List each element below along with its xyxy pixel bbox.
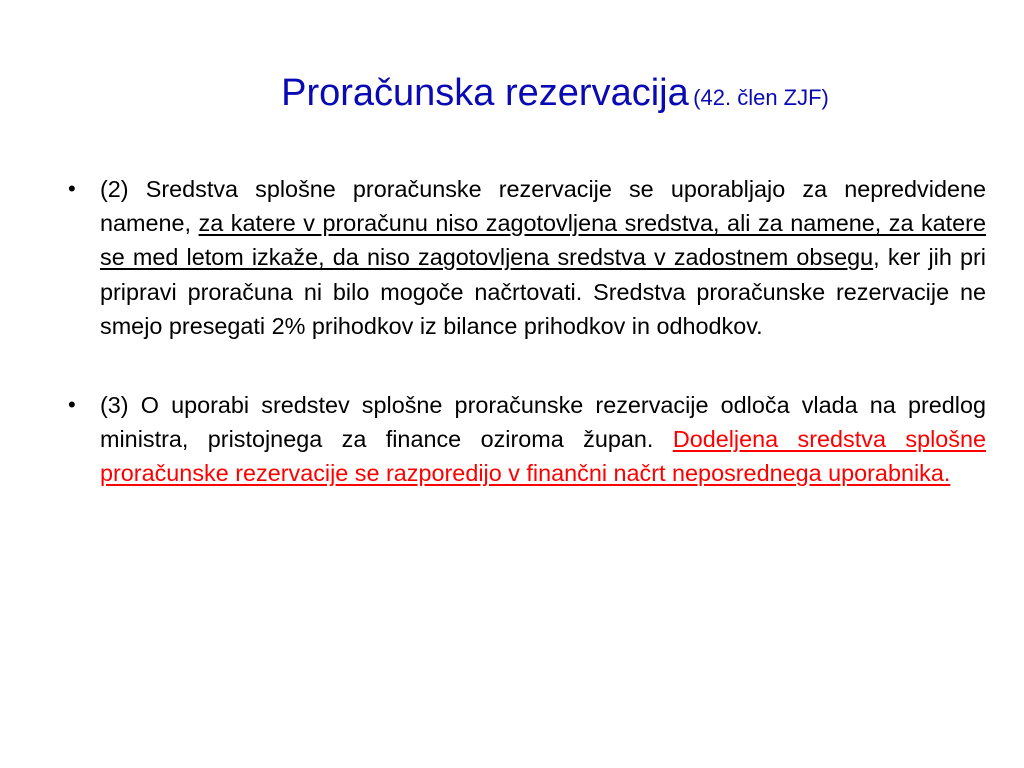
bullet-2-text-end: , ker jih pri pripravi proračuna ni bilo mogoče načrtovati. Sredstva proračunske rezervacije ne smejo presegati 2% prihodkov iz bilance prihodkov in odhodkov. [100, 244, 986, 339]
bullet-3-highlighted-text: Dodeljena sredstva splošne proračunske rezervacije se razporedijo v finančni načrt neposrednega uporabnika. [100, 426, 986, 487]
bullet-3-text-start: (3) O uporabi sredstev splošne proračunske rezervacije odloča vlada na predlog ministra, pristojnega za finance oziroma župan. [100, 392, 986, 453]
title-suffix: (42. člen ZJF) [693, 85, 829, 110]
bullet-item-2 [60, 172, 986, 343]
slide-title [0, 72, 1024, 115]
bullet-2-underlined-text: za katere v proračunu niso zagotovljena sredstva, ali za namene, za katere se med letom izkaže, da niso zagotovljena sredstva v zadostnem obsegu [100, 210, 986, 271]
bullet-marker: • [68, 392, 76, 418]
bullet-item-3 [60, 388, 986, 491]
title-main: Proračunska rezervacija [281, 72, 689, 114]
bullet-marker: • [68, 176, 76, 201]
bullet-2-text-start: (2) Sredstva splošne proračunske rezervacije se uporabljajo za nepredvidene namene, [100, 176, 986, 237]
bullet-list [60, 172, 986, 491]
